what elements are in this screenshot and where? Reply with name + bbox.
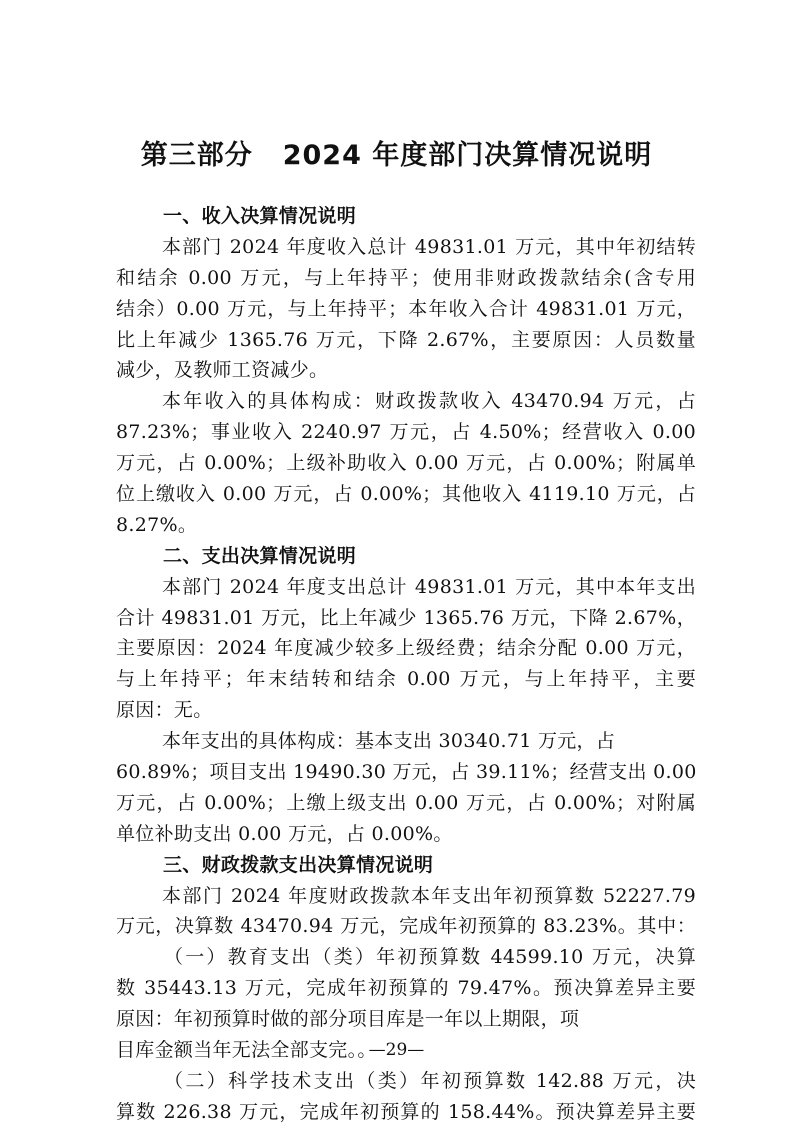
- title-part: 第三部分: [140, 140, 253, 171]
- paragraph-line: （二）科学技术支出（类）年初预算数 142.88 万元，决: [164, 1069, 696, 1092]
- document-body: [116, 201, 696, 1128]
- paragraph-line: 本年收入的具体构成：财政拨款收入 43470.94 万元，占: [162, 390, 696, 413]
- paragraph-line: 数 35443.13 万元，完成年初预算的 79.47%。预决算差异主要: [116, 977, 696, 1000]
- paragraph-line: 结余）0.00 万元，与上年持平；本年收入合计 49831.01 万元，: [116, 297, 696, 320]
- section-heading-income: 一、收入决算情况说明: [163, 205, 357, 227]
- paragraph-line: （一）教育支出（类）年初预算数 44599.10 万元，决算: [164, 946, 696, 969]
- paragraph-line: 目库金额当年无法全部支完。。: [116, 1039, 377, 1062]
- paragraph-line: 8.27%。: [116, 513, 198, 536]
- paragraph-line: 原因：无。: [116, 699, 213, 722]
- page-title: [0, 136, 793, 176]
- paragraph-line: 万元，决算数 43470.94 万元，完成年初预算的 83.23%。其中：: [116, 915, 696, 938]
- paragraph-line: 合计 49831.01 万元，比上年减少 1365.76 万元，下降 2.67%，: [116, 606, 696, 629]
- paragraph-line: 算数 226.38 万元，完成年初预算的 158.44%。预决算差异主要: [116, 1100, 696, 1123]
- paragraph-line: 本年支出的具体构成：基本支出 30340.71 万元，占: [162, 730, 616, 753]
- paragraph-line: 本部门 2024 年度收入总计 49831.01 万元，其中年初结转: [162, 235, 696, 258]
- paragraph-line: 减少，及教师工资减少。: [116, 359, 329, 382]
- page-number: —29—: [368, 1040, 425, 1060]
- paragraph-line: 60.89%；项目支出 19490.30 万元，占 39.11%；经营支出 0.00: [116, 761, 697, 784]
- paragraph-line: 87.23%；事业收入 2240.97 万元，占 4.50%；经营收入 0.00: [116, 421, 696, 444]
- section-heading-fiscal-appropriation: 三、财政拨款支出决算情况说明: [163, 853, 434, 876]
- paragraph-line: 单位补助支出 0.00 万元，占 0.00%。: [116, 822, 453, 845]
- paragraph-line: 本部门 2024 年度财政拨款本年支出年初预算数 52227.79: [162, 884, 696, 907]
- paragraph-line: 位上缴收入 0.00 万元，占 0.00%；其他收入 4119.10 万元，占: [116, 483, 696, 506]
- paragraph-line: 主要原因：2024 年度减少较多上级经费；结余分配 0.00 万元，: [116, 637, 696, 660]
- paragraph-line: 比上年减少 1365.76 万元，下降 2.67%，主要原因：人员数量: [116, 328, 696, 351]
- section-heading-expenditure: 二、支出决算情况说明: [163, 544, 357, 567]
- paragraph-line: 与上年持平；年末结转和结余 0.00 万元，与上年持平，主要: [116, 668, 696, 691]
- paragraph-line: 原因：年初预算时做的部分项目库是一年以上期限，项: [116, 1008, 580, 1031]
- paragraph-line: 本部门 2024 年度支出总计 49831.01 万元，其中本年支出: [162, 575, 696, 598]
- paragraph-line: 和结余 0.00 万元，与上年持平；使用非财政拨款结余(含专用: [116, 266, 696, 289]
- paragraph-line: 万元，占 0.00%；上缴上级支出 0.00 万元，占 0.00%；对附属: [116, 791, 696, 814]
- paragraph-line: 万元，占 0.00%；上级补助收入 0.00 万元，占 0.00%；附属单: [116, 452, 696, 475]
- title-text: 2024 年度部门决算情况说明: [282, 140, 653, 171]
